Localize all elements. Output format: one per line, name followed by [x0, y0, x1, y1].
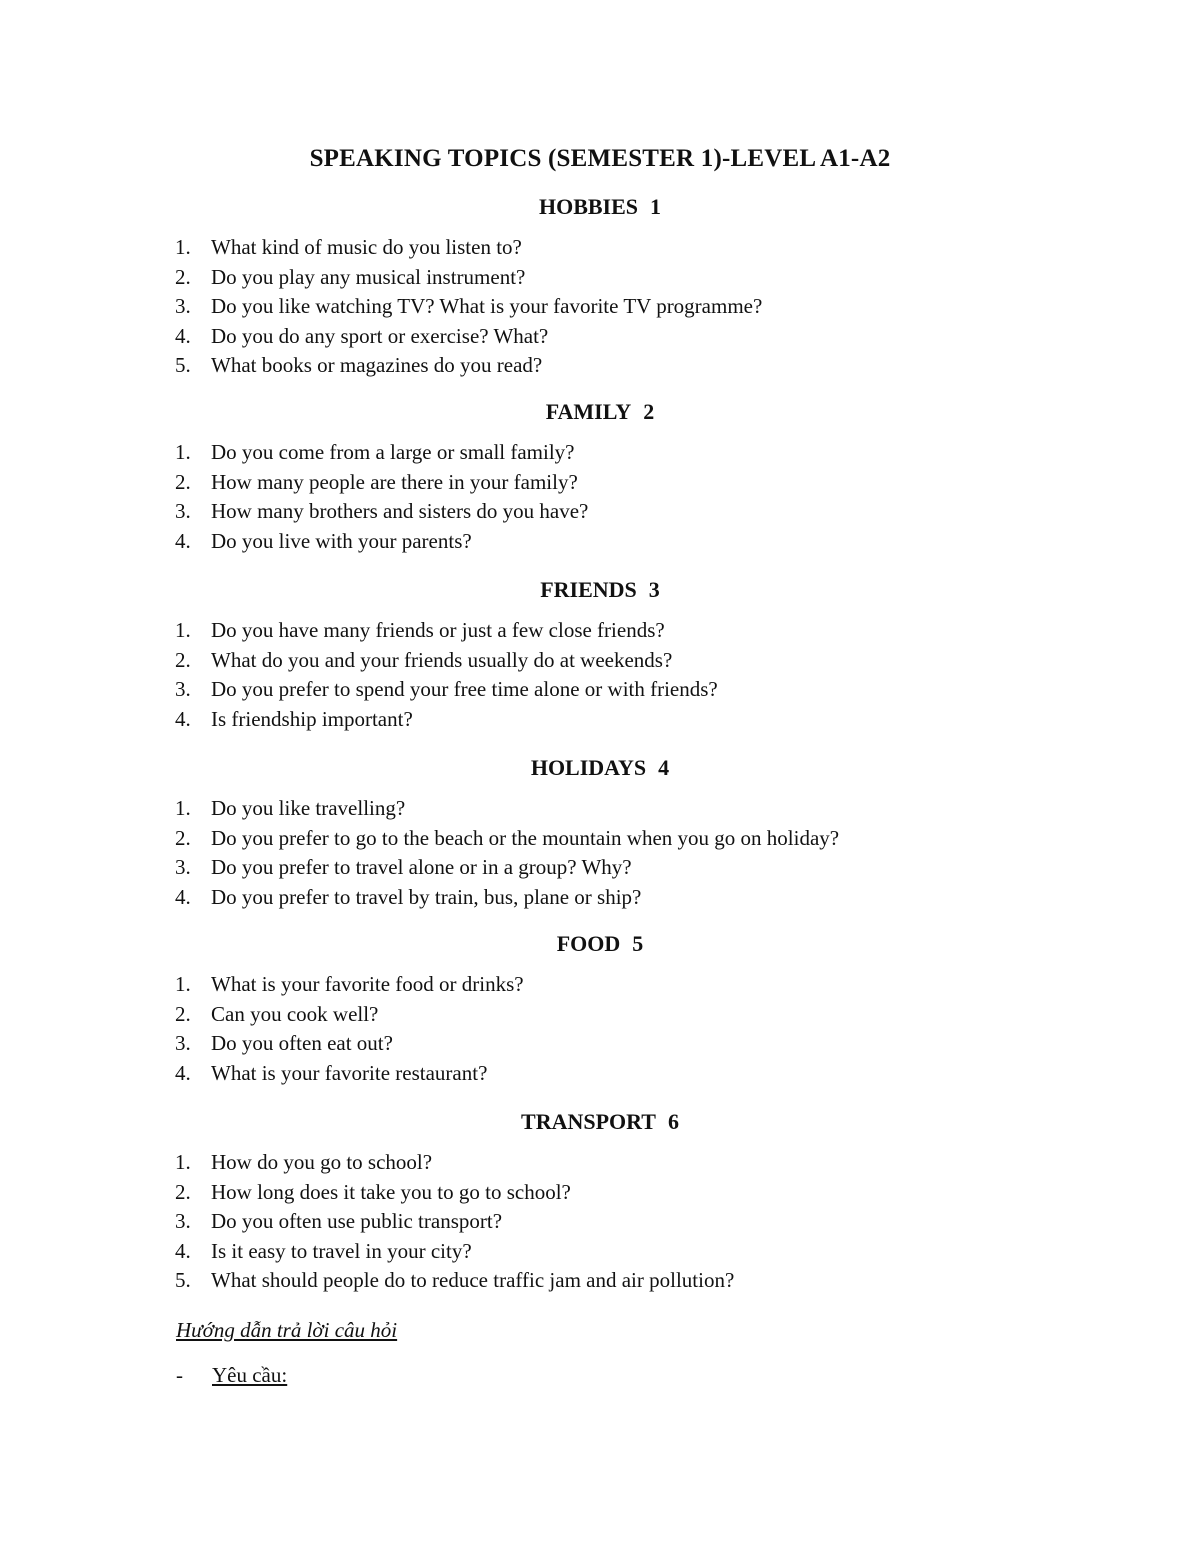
- question-text: Can you cook well?: [211, 1001, 379, 1026]
- question-item: [0, 468, 1200, 498]
- question-text: How many people are there in your family?: [211, 469, 578, 494]
- question-text: Do you like watching TV? What is your favorite TV programme?: [211, 294, 763, 318]
- question-text: Do you live with your parents?: [211, 528, 472, 553]
- question-item: [0, 1059, 1200, 1089]
- question-text: What kind of music do you listen to?: [211, 235, 522, 259]
- section-heading-text: HOLIDAYS: [530, 755, 647, 780]
- question-text: Do you prefer to travel by train, bus, plane or ship?: [211, 884, 642, 909]
- question-item: [0, 527, 1200, 557]
- question-number: 3.: [175, 294, 191, 318]
- question-text: Do you often use public transport?: [211, 1209, 503, 1233]
- question-text: Do you prefer to spend your free time alone or with friends?: [211, 677, 718, 701]
- question-number: 5.: [175, 353, 191, 377]
- question-number: 4.: [175, 884, 191, 909]
- question-item: [0, 1148, 1200, 1178]
- question-text: What books or magazines do you read?: [211, 353, 543, 377]
- question-number: 2.: [175, 469, 191, 494]
- question-number: 2.: [175, 1001, 191, 1026]
- question-item: [0, 1178, 1200, 1208]
- question-number: 1.: [175, 618, 191, 642]
- section-heading: [0, 931, 1200, 957]
- question-number: 4.: [175, 528, 191, 553]
- section-heading: [0, 577, 1200, 603]
- section-heading-text: FAMILY: [545, 399, 632, 424]
- question-number: 2.: [175, 647, 191, 672]
- question-list: [0, 438, 1200, 556]
- question-number: 3.: [175, 855, 191, 879]
- question-number: 4.: [175, 323, 191, 348]
- section-heading: [0, 194, 1200, 220]
- question-item: [0, 351, 1200, 381]
- question-text: How do you go to school?: [211, 1150, 433, 1174]
- question-item: [0, 675, 1200, 705]
- topic-section: [0, 399, 1200, 556]
- requirement-item: [176, 1361, 287, 1389]
- topic-section: [0, 755, 1200, 912]
- answer-guide-heading: Hướng dẫn trả lời câu hỏi: [176, 1318, 398, 1342]
- question-text: Do you do any sport or exercise? What?: [211, 323, 549, 348]
- question-number: 3.: [175, 677, 191, 701]
- question-text: Do you come from a large or small family?: [211, 440, 575, 464]
- section-heading: [0, 1109, 1200, 1135]
- question-item: [0, 794, 1200, 824]
- question-item: [0, 883, 1200, 913]
- question-item: [0, 1000, 1200, 1030]
- question-number: 2.: [175, 1179, 191, 1204]
- question-text: What is your favorite restaurant?: [211, 1060, 488, 1085]
- requirement-label: Yêu cầu:: [212, 1363, 288, 1387]
- question-list: [0, 794, 1200, 912]
- question-item: [0, 616, 1200, 646]
- question-number: 1.: [175, 440, 191, 464]
- section-heading: [0, 399, 1200, 425]
- question-list: [0, 970, 1200, 1088]
- question-text: Do you have many friends or just a few close friends?: [211, 618, 665, 642]
- question-number: 2.: [175, 825, 191, 850]
- question-item: [0, 497, 1200, 527]
- topic-section: [0, 931, 1200, 1088]
- question-item: [0, 1207, 1200, 1237]
- question-item: [0, 438, 1200, 468]
- question-number: 1.: [175, 796, 191, 820]
- question-item: [0, 292, 1200, 322]
- section-heading-text: TRANSPORT: [521, 1109, 656, 1134]
- question-item: [0, 1237, 1200, 1267]
- question-item: [0, 853, 1200, 883]
- question-number: 4.: [175, 1060, 191, 1085]
- question-text: Do you play any musical instrument?: [211, 264, 526, 289]
- question-text: What do you and your friends usually do at weekends?: [211, 647, 673, 672]
- question-number: 4.: [175, 1238, 191, 1263]
- question-list: [0, 616, 1200, 734]
- question-number: 1.: [175, 1150, 191, 1174]
- question-item: [0, 970, 1200, 1000]
- question-number: 3.: [175, 499, 191, 523]
- section-heading: [0, 755, 1200, 781]
- topic-section: [0, 1109, 1200, 1296]
- question-text: How many brothers and sisters do you have?: [211, 499, 589, 523]
- section-number: 3: [648, 577, 660, 602]
- section-heading-text: HOBBIES: [538, 194, 639, 219]
- question-item: [0, 1029, 1200, 1059]
- question-number: 3.: [175, 1209, 191, 1233]
- question-text: What is your favorite food or drinks?: [211, 972, 524, 996]
- question-item: [0, 233, 1200, 263]
- question-text: Do you like travelling?: [211, 796, 406, 820]
- section-number: 5: [632, 931, 644, 956]
- question-text: Do you prefer to travel alone or in a group? Why?: [211, 855, 632, 879]
- question-item: [0, 705, 1200, 735]
- question-item: [0, 824, 1200, 854]
- section-number: 6: [667, 1109, 679, 1134]
- bullet-dash: -: [176, 1363, 183, 1387]
- question-item: [0, 263, 1200, 293]
- question-number: 3.: [175, 1031, 191, 1055]
- question-number: 1.: [175, 972, 191, 996]
- question-item: [0, 646, 1200, 676]
- page-title: SPEAKING TOPICS (SEMESTER 1)-LEVEL A1-A2: [309, 145, 891, 172]
- question-text: What should people do to reduce traffic jam and air pollution?: [211, 1268, 735, 1292]
- question-text: Do you often eat out?: [211, 1031, 393, 1055]
- topic-section: [0, 194, 1200, 381]
- question-number: 5.: [175, 1268, 191, 1292]
- question-number: 1.: [175, 235, 191, 259]
- question-item: [0, 1266, 1200, 1296]
- section-heading-text: FRIENDS: [540, 577, 637, 602]
- section-number: 2: [643, 399, 655, 424]
- question-text: Is friendship important?: [211, 706, 413, 731]
- section-number: 1: [650, 194, 662, 219]
- topic-section: [0, 577, 1200, 734]
- section-number: 4: [658, 755, 670, 780]
- section-heading-text: FOOD: [556, 931, 621, 956]
- question-number: 2.: [175, 264, 191, 289]
- question-text: How long does it take you to go to school?: [211, 1179, 571, 1204]
- question-text: Is it easy to travel in your city?: [211, 1238, 472, 1263]
- question-list: [0, 1148, 1200, 1296]
- question-list: [0, 233, 1200, 381]
- question-text: Do you prefer to go to the beach or the mountain when you go on holiday?: [211, 825, 840, 850]
- question-number: 4.: [175, 706, 191, 731]
- question-item: [0, 322, 1200, 352]
